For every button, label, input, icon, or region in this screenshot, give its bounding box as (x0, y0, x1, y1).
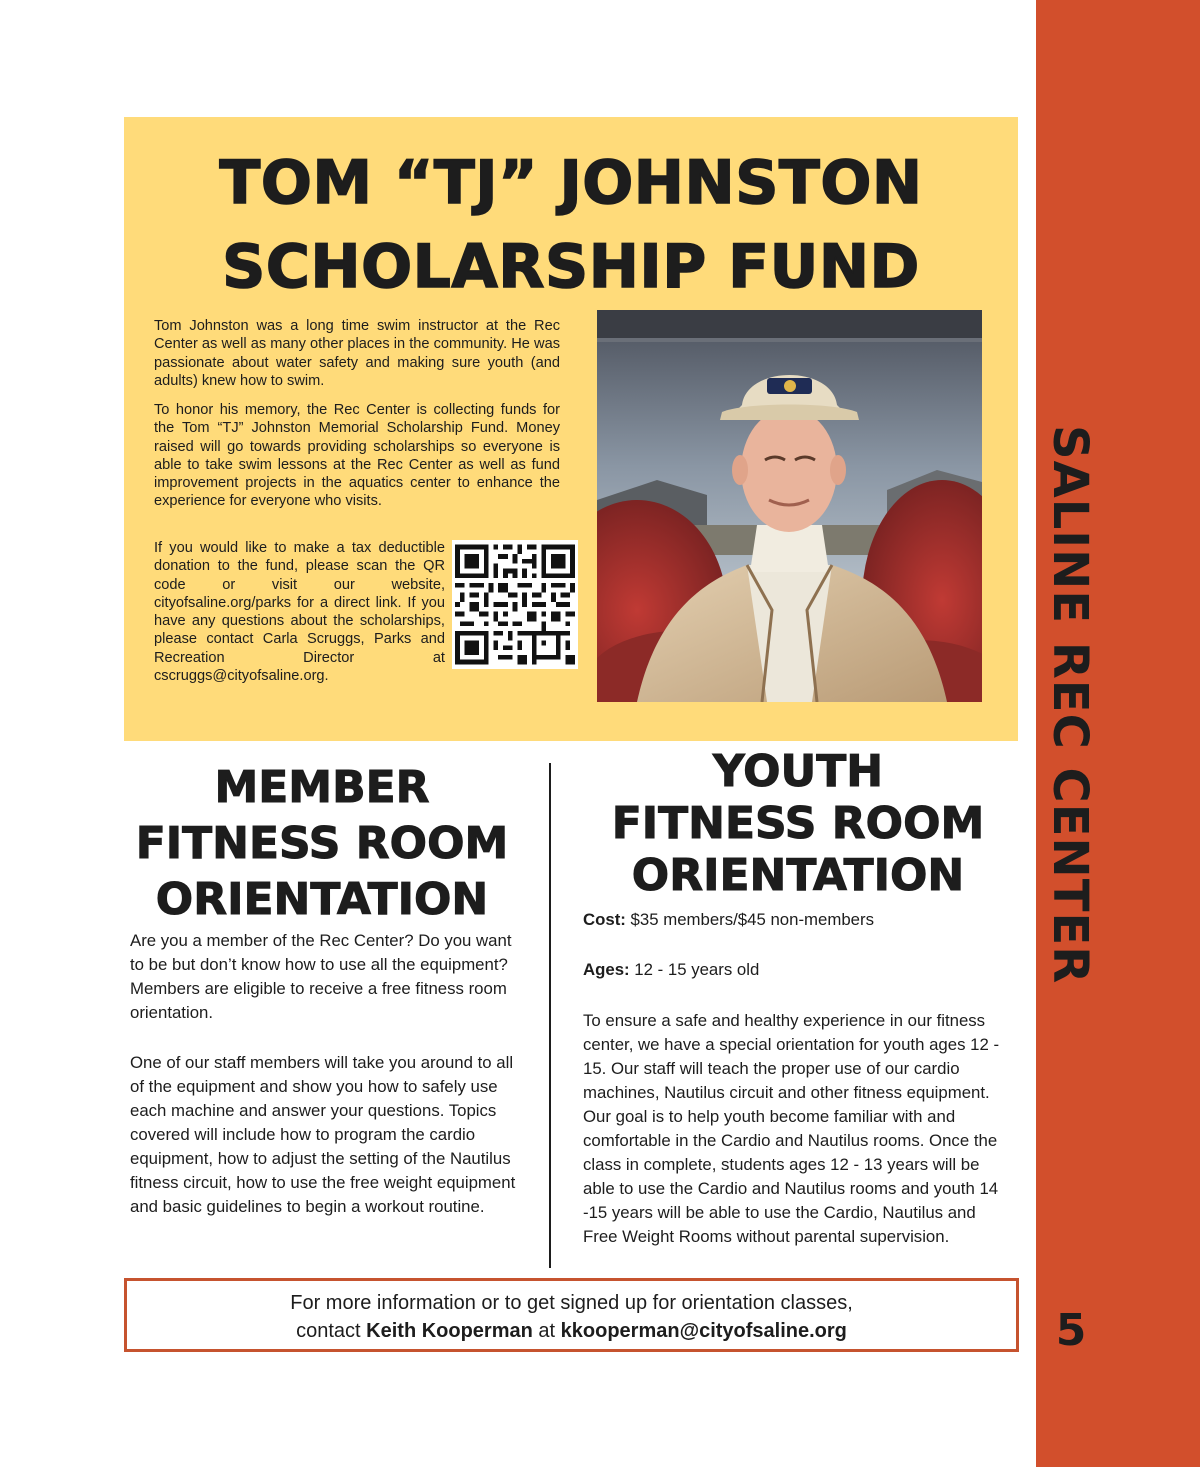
qr-code[interactable] (452, 540, 578, 669)
youth-title-line2: FITNESS ROOM (611, 798, 985, 849)
member-orientation-title (124, 760, 520, 928)
contact-line-2 (127, 1320, 1016, 1343)
side-title: SALINE REC CENTER (1042, 425, 1098, 985)
member-title-line1: MEMBER (214, 762, 430, 813)
youth-ages-value: 12 - 15 years old (629, 960, 760, 979)
scholarship-paragraph-3: If you would like to make a tax deductible donation to the fund, please scan the QR code or visit our website, cityofsaline.org/parks for a direct link. If you have any questions about the scholarships, please contact Carla Scruggs, Parks and Recreation Director at cscruggs@cityofsaline.org. (154, 540, 445, 685)
contact-name: Keith Kooperman (366, 1320, 533, 1342)
youth-cost-label: Cost: (583, 910, 626, 929)
contact-mid: at (532, 1320, 561, 1342)
column-divider (549, 763, 551, 1268)
youth-cost-value: $35 members/$45 non-members (625, 910, 874, 929)
contact-box (124, 1278, 1019, 1352)
contact-line-1: For more information or to get signed up for orientation classes, (290, 1292, 853, 1314)
member-paragraph-2: One of our staff members will take you around to all of the equipment and show you how to safely use each machine and answer your questions. Topics covered will include how to program the cardio equipment, how to adjust the setting of the Nautilus fitness circuit, how to use the free weight equipment and basic guidelines to begin a workout routine. (130, 1053, 516, 1216)
portrait-photo (597, 310, 982, 702)
youth-cost (583, 908, 1013, 932)
scholarship-paragraph-2: To honor his memory, the Rec Center is collecting funds for the Tom “TJ” Johnston Memorial Scholarship Fund. Money raised will go towards providing scholarships so everyone is able to take swim lessons at the Rec Center as well as fund improvement projects in the aquatics center to enhance the experience for everyone who visits. (154, 402, 560, 510)
qr-code-icon (455, 543, 575, 666)
member-title-line3: ORIENTATION (155, 874, 489, 925)
scholarship-paragraph-1: Tom Johnston was a long time swim instructor at the Rec Center as well as many other places in the community. He was passionate about water safety and making sure youth (and adults) knew how to swim. (154, 318, 560, 389)
youth-title-line3: ORIENTATION (631, 850, 965, 901)
contact-email-link[interactable]: kkooperman@cityofsaline.org (560, 1320, 847, 1342)
scholarship-panel (124, 117, 1018, 741)
youth-orientation-title (578, 746, 1018, 902)
portrait-illustration (597, 310, 982, 702)
page-number: 5 (1055, 1305, 1087, 1356)
scholarship-title (124, 141, 1018, 309)
member-title-line2: FITNESS ROOM (135, 818, 509, 869)
youth-title-line1: YOUTH (712, 746, 884, 797)
youth-paragraph: To ensure a safe and healthy experience in our fitness center, we have a special orientation for youth ages 12 - 15. Our staff will teach the proper use of our cardio machines, Nautilus circuit and other fitness equipment. Our goal is to help youth become familiar with and comfortable in the Cardio and Nautilus rooms. Once the class in complete, students ages 12 - 13 years will be able to use the Cardio and Nautilus rooms and youth 14 -15 years will be able to use the Cardio, Nautilus and Free Weight Rooms without parental supervision. (583, 1011, 1000, 1246)
member-paragraph-1: Are you a member of the Rec Center? Do you want to be but don’t know how to use all the equipment? Members are eligible to receive a free fitness room orientation. (130, 931, 512, 1022)
youth-ages (583, 958, 1013, 982)
scholarship-title-line1: TOM “TJ” JOHNSTON (219, 148, 923, 218)
youth-ages-label: Ages: (583, 960, 630, 979)
scholarship-title-line2: SCHOLARSHIP FUND (222, 232, 920, 302)
contact-prefix: contact (296, 1320, 367, 1342)
